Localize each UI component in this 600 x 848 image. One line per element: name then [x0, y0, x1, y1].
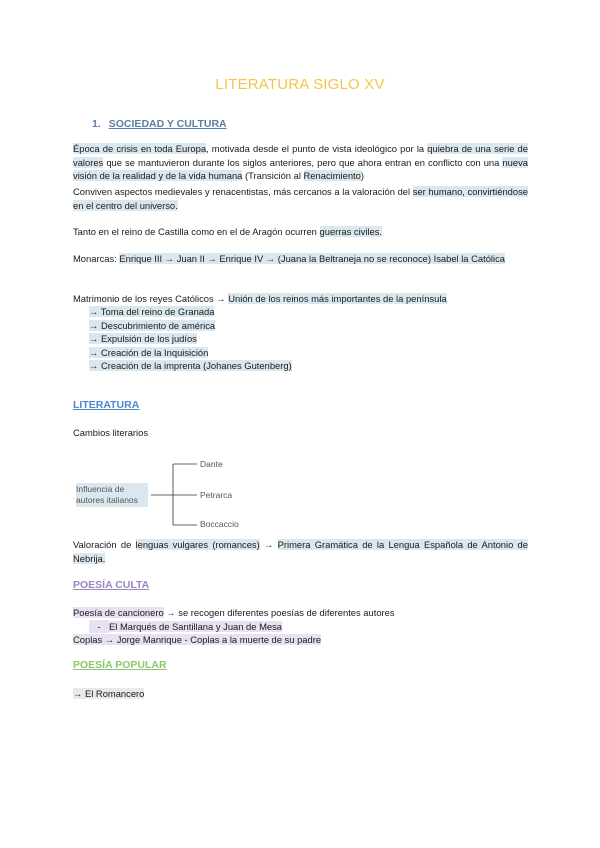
- heading-literatura: LITERATURA: [73, 399, 140, 411]
- diagram-root-node: Influencia de autores italianos: [76, 483, 148, 507]
- heading-poesia-popular: POESÍA POPULAR: [73, 659, 167, 671]
- text-run: , motivada desde el punto de vista ideológico por la: [206, 143, 428, 154]
- heading-poesia-culta: POESÍA CULTA: [73, 579, 150, 591]
- paragraph-cancionero: [73, 606, 528, 620]
- text-run: Monarcas:: [73, 253, 120, 264]
- text-run: (Transición al: [242, 170, 304, 182]
- diagram-branch-boccaccio: Boccaccio: [200, 519, 239, 529]
- highlight-text: Renacimiento: [303, 170, 361, 182]
- paragraph-matrimonio: [73, 292, 528, 306]
- list-item-text: → Expulsión de los judíos: [89, 333, 197, 344]
- text-run: Tanto en el reino de Castilla como en el de Aragón ocurren: [73, 226, 320, 237]
- diagram-branch-petrarca: Petrarca: [200, 490, 233, 500]
- paragraph-romancero: [73, 687, 528, 701]
- list-item-text: → Descubrimiento de américa: [89, 319, 216, 331]
- list-item-text: → Creación de la imprenta (Johanes Gutenberg): [89, 360, 292, 371]
- highlight-text: Enrique III → Juan II → Enrique IV → (Juana la Beltraneja no se reconoce) Isabel la Católica: [119, 253, 505, 264]
- highlight-text: Época de crisis en toda Europa: [73, 143, 207, 154]
- text-run: →: [259, 539, 278, 550]
- section-number: 1.: [92, 118, 101, 130]
- highlight-text: lenguas vulgares (romances): [135, 539, 260, 550]
- section-heading-sociedad: [92, 118, 227, 130]
- highlight-text: nueva visión de la realidad y de la vida humana: [73, 156, 528, 182]
- paragraph-coplas: [73, 633, 528, 647]
- list-item: [73, 319, 215, 333]
- highlight-text: Poesía de cancionero: [73, 607, 164, 618]
- section-label: SOCIEDAD Y CULTURA: [108, 118, 227, 130]
- highlight-text: quiebra de una serie de valores: [73, 143, 528, 168]
- text-run: Valoración de: [73, 539, 136, 550]
- text-run: que se mantuvieron durante los siglos anteriores, pero que ahora entran en conflicto con una: [103, 156, 503, 168]
- text-run: Matrimonio de los reyes Católicos →: [73, 293, 229, 304]
- diagram-branch-dante: Dante: [200, 459, 223, 469]
- bullet: -: [89, 620, 109, 634]
- highlight-text: ser humano, convirtiéndose en el centro del universo.: [73, 186, 528, 211]
- highlight-text: Unión de los reinos más importantes de la península: [228, 293, 447, 304]
- page-title: LITERATURA SIGLO XV: [215, 76, 385, 93]
- paragraph-conviven: [73, 185, 528, 212]
- list-item: [73, 332, 197, 346]
- highlight-text: Primera Gramática de la Lengua Española de Antonio de Nebrija.: [73, 539, 528, 564]
- list-item: [73, 346, 208, 360]
- list-item: [89, 620, 282, 634]
- paragraph-guerras: [73, 225, 528, 239]
- list-item-text: → Toma del reino de Granada: [89, 306, 215, 317]
- paragraph-valoracion: [73, 538, 528, 565]
- text-run: → se recogen diferentes poesías de diferentes autores: [163, 607, 395, 618]
- list-item-text: → Creación de la Inquisición: [89, 346, 209, 358]
- list-item: [73, 305, 214, 319]
- paragraph-monarcas: [73, 252, 528, 266]
- text-run: ): [360, 170, 364, 182]
- paragraph-cambios: Cambios literarios: [73, 427, 149, 438]
- influence-diagram: [73, 455, 273, 535]
- paragraph-crisis: [73, 142, 528, 183]
- list-item: [73, 359, 292, 373]
- highlight-text: guerras civiles.: [319, 226, 383, 237]
- text-run: Conviven aspectos medievales y renacentistas, más cercanos a la valoración del: [73, 186, 413, 197]
- highlight-text: → El Romancero: [73, 688, 145, 699]
- highlight-text: Coplas → Jorge Manrique - Coplas a la muerte de su padre: [73, 634, 322, 645]
- list-item-text: El Marqués de Santillana y Juan de Mesa: [109, 620, 283, 632]
